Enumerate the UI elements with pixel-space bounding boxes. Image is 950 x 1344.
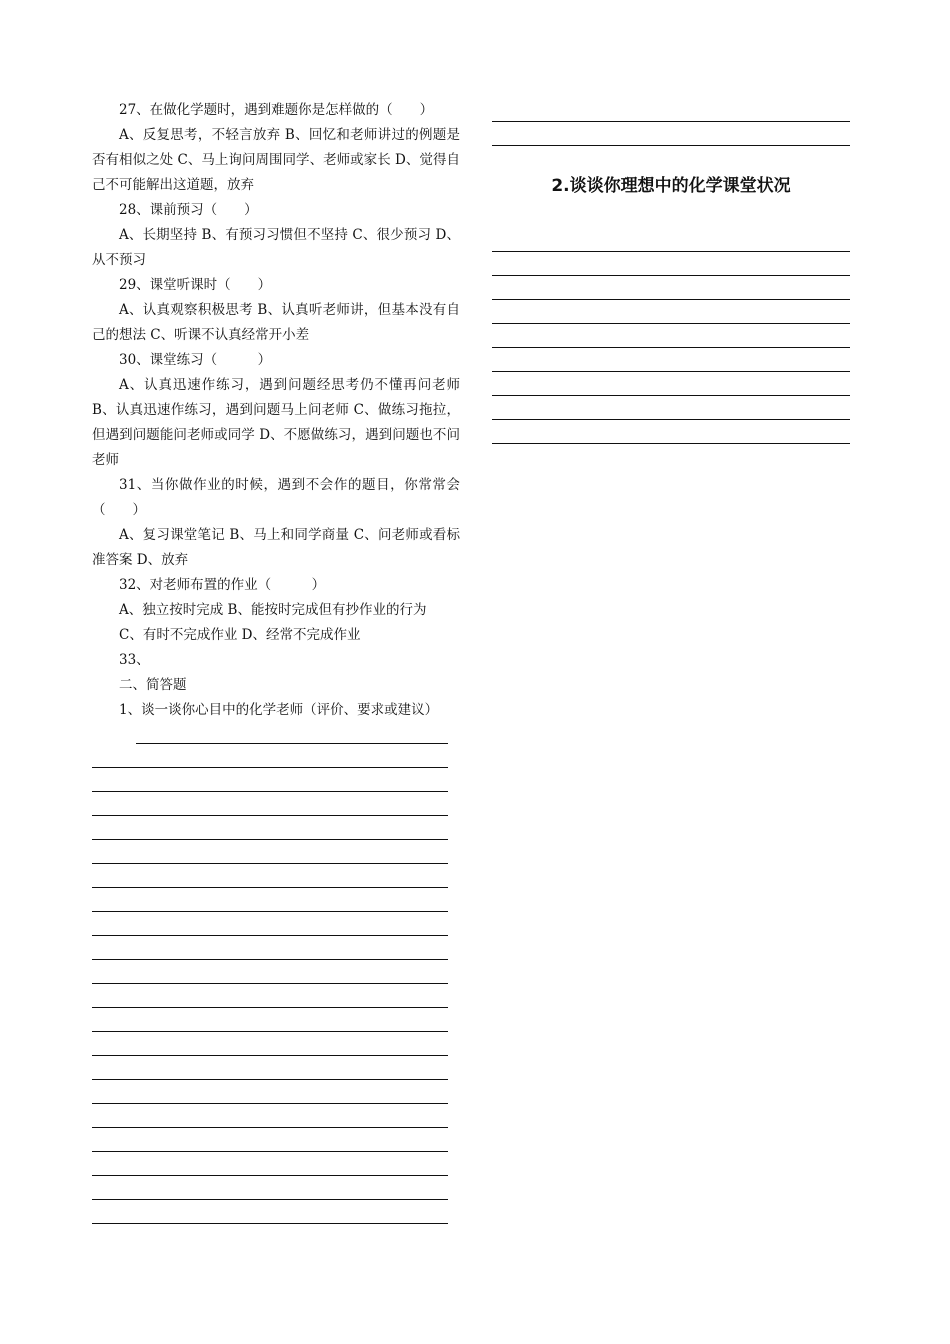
- answer-line[interactable]: [92, 744, 448, 768]
- answer-line[interactable]: [492, 276, 850, 300]
- answer-line[interactable]: [92, 816, 448, 840]
- question-29: 29、课堂听课时（ ）: [119, 277, 272, 293]
- answer-line[interactable]: [92, 936, 448, 960]
- answer-line[interactable]: [92, 1152, 448, 1176]
- answer-line[interactable]: [492, 228, 850, 252]
- short-answer-1: 1、谈一谈你心目中的化学老师（评价、要求或建议）: [119, 702, 439, 718]
- answer-line[interactable]: [92, 960, 448, 984]
- answer-line[interactable]: [92, 1032, 448, 1056]
- answer-line[interactable]: [492, 396, 850, 420]
- question-32: 32、对老师布置的作业（ ）: [119, 577, 326, 593]
- answer-line[interactable]: [92, 792, 448, 816]
- answer-lines-1[interactable]: [92, 744, 448, 1224]
- question-31: 31、当你做作业的时候，遇到不会作的题目，你常常会（ ）: [92, 477, 460, 518]
- question-27: 27、在做化学题时，遇到难题你是怎样做的（ ）: [119, 102, 434, 118]
- answer-line[interactable]: [92, 1200, 448, 1224]
- answer-line[interactable]: [492, 98, 850, 122]
- answer-line[interactable]: [92, 984, 448, 1008]
- question-27-options: A、反复思考，不轻言放弃 B、回忆和老师讲过的例题是否有相似之处 C、马上询问周围同学、老师或家长 D、觉得自己不可能解出这道题，放弃: [92, 127, 460, 193]
- question-30: 30、课堂练习（ ）: [119, 352, 272, 368]
- answer-line[interactable]: [92, 1104, 448, 1128]
- answer-line[interactable]: [492, 300, 850, 324]
- answer-line[interactable]: [92, 1008, 448, 1032]
- answer-line[interactable]: [492, 420, 850, 444]
- answer-line[interactable]: [92, 864, 448, 888]
- question-28-options: A、长期坚持 B、有预习习惯但不坚持 C、很少预习 D、从不预习: [92, 227, 460, 268]
- answer-line[interactable]: [92, 888, 448, 912]
- answer-line[interactable]: [492, 372, 850, 396]
- answer-line[interactable]: [92, 840, 448, 864]
- question-33: 33、: [119, 652, 150, 668]
- answer-lines-2[interactable]: [492, 228, 850, 444]
- answer-line[interactable]: [92, 1080, 448, 1104]
- short-answer-2: 2.谈谈你理想中的化学课堂状况: [551, 176, 791, 196]
- answer-line[interactable]: [492, 324, 850, 348]
- question-31-options: A、复习课堂笔记 B、马上和同学商量 C、问老师或看标准答案 D、放弃: [92, 527, 460, 568]
- answer-line[interactable]: [92, 768, 448, 792]
- answer-lines-1-continued[interactable]: [492, 98, 850, 146]
- left-column: [92, 98, 460, 1224]
- answer-line[interactable]: [492, 252, 850, 276]
- section-heading: 二、简答题: [119, 677, 187, 693]
- answer-line[interactable]: [92, 912, 448, 936]
- answer-line[interactable]: [92, 1056, 448, 1080]
- answer-line[interactable]: [92, 1176, 448, 1200]
- question-30-options: A、认真迅速作练习，遇到问题经思考仍不懂再问老师 B、认真迅速作练习，遇到问题马上问老师 C、做练习拖拉，但遇到问题能问老师或同学 D、不愿做练习，遇到问题也不问老师: [92, 377, 460, 468]
- answer-line[interactable]: [492, 122, 850, 146]
- question-32-options-2: C、有时不完成作业 D、经常不完成作业: [119, 627, 361, 643]
- right-column: [492, 98, 850, 444]
- question-32-options: A、独立按时完成 B、能按时完成但有抄作业的行为: [119, 602, 427, 618]
- question-28: 28、课前预习（ ）: [119, 202, 258, 218]
- question-29-options: A、认真观察积极思考 B、认真听老师讲，但基本没有自己的想法 C、听课不认真经常开小差: [92, 302, 460, 343]
- answer-line[interactable]: [92, 1128, 448, 1152]
- answer-line[interactable]: [492, 348, 850, 372]
